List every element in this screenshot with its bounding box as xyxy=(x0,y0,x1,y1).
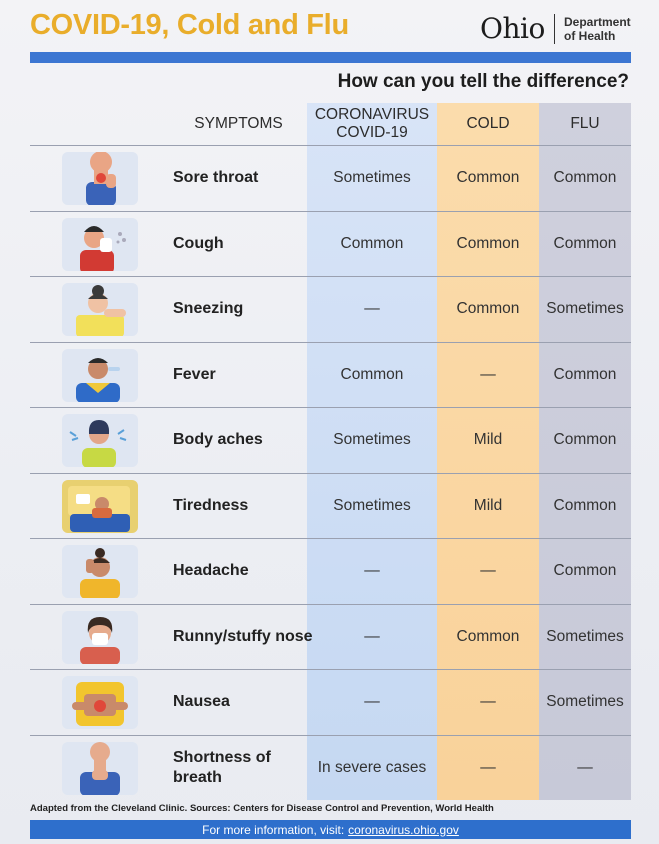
tiredness-icon xyxy=(62,480,138,533)
cold-cell: Common xyxy=(456,300,520,318)
body-aches-icon xyxy=(62,414,138,467)
header-accent-strip xyxy=(30,52,631,63)
flu-cell: Sometimes xyxy=(546,627,624,645)
flu-cell: Sometimes xyxy=(546,693,624,711)
table-row xyxy=(30,669,631,735)
flu-cell: Common xyxy=(553,431,617,449)
covid-cell: Sometimes xyxy=(333,431,411,449)
column-header-symptoms: SYMPTOMS xyxy=(194,115,283,132)
table-row xyxy=(30,211,631,277)
symptom-label: Runny/stuffy nose xyxy=(173,627,313,645)
cold-cell: Common xyxy=(456,169,520,187)
table-row xyxy=(30,735,631,801)
logo-ohio-wordmark: Ohio xyxy=(480,12,545,45)
headache-icon xyxy=(62,545,138,598)
cold-cell: Mild xyxy=(473,496,503,514)
covid-cell: Sometimes xyxy=(333,169,411,187)
cough-icon xyxy=(62,218,138,271)
info-link[interactable]: coronavirus.ohio.gov xyxy=(348,822,459,837)
cold-cell: Common xyxy=(456,627,520,645)
table-row xyxy=(30,604,631,670)
info-bar xyxy=(30,820,631,839)
covid-cell: — xyxy=(364,562,380,580)
sore-throat-icon xyxy=(62,152,138,205)
table-row xyxy=(30,276,631,342)
covid-cell: Common xyxy=(340,234,404,252)
covid-cell: — xyxy=(364,627,380,645)
covid-cell: Sometimes xyxy=(333,496,411,514)
symptom-label: Tiredness xyxy=(173,496,249,514)
flu-cell: Common xyxy=(553,562,617,580)
ohio-department-of-health-logo xyxy=(480,12,640,46)
logo-divider xyxy=(554,14,555,44)
flu-cell: Common xyxy=(553,496,617,514)
symptom-label: Cough xyxy=(173,234,224,252)
covid-cell: In severe cases xyxy=(317,758,427,776)
cold-cell: Mild xyxy=(473,431,503,449)
column-header-flu: FLU xyxy=(570,115,600,132)
source-note: Adapted from the Cleveland Clinic. Sources: Centers for Disease Control and Prevention, World Health xyxy=(30,803,494,814)
page-title: COVID-19, Cold and Flu xyxy=(30,9,349,41)
symptom-label: Headache xyxy=(173,562,249,580)
flu-cell: Common xyxy=(553,365,617,383)
symptom-label: Nausea xyxy=(173,693,230,711)
symptom-label: Shortness of breath xyxy=(173,748,271,786)
page-subtitle: How can you tell the difference? xyxy=(337,71,629,92)
covid-cell: Common xyxy=(340,365,404,383)
info-text: For more information, visit: xyxy=(202,822,345,837)
cold-cell: — xyxy=(480,693,496,711)
sneezing-icon xyxy=(62,283,138,336)
fever-icon xyxy=(62,349,138,402)
logo-department-text: Department of Health xyxy=(564,15,631,43)
covid-cell: — xyxy=(364,300,380,318)
cold-cell: — xyxy=(480,365,496,383)
flu-cell: Common xyxy=(553,234,617,252)
nausea-icon xyxy=(62,676,138,729)
table-row xyxy=(30,407,631,473)
cold-cell: — xyxy=(480,758,496,776)
column-header-covid: CORONAVIRUS COVID-19 xyxy=(314,106,430,141)
symptom-label: Sore throat xyxy=(173,169,259,187)
runny-nose-icon xyxy=(62,611,138,664)
cold-cell: Common xyxy=(456,234,520,252)
flu-cell: Sometimes xyxy=(546,300,624,318)
symptom-table xyxy=(30,145,631,800)
covid-cell: — xyxy=(364,693,380,711)
table-row xyxy=(30,145,631,211)
symptom-label: Sneezing xyxy=(173,300,244,318)
shortness-of-breath-icon xyxy=(62,742,138,795)
column-header-cold: COLD xyxy=(466,115,510,132)
symptom-label: Fever xyxy=(173,365,216,383)
symptom-label: Body aches xyxy=(173,431,263,449)
table-row xyxy=(30,538,631,604)
table-row xyxy=(30,473,631,539)
cold-cell: — xyxy=(480,562,496,580)
flu-cell: — xyxy=(577,758,593,776)
table-row xyxy=(30,342,631,408)
flu-cell: Common xyxy=(553,169,617,187)
